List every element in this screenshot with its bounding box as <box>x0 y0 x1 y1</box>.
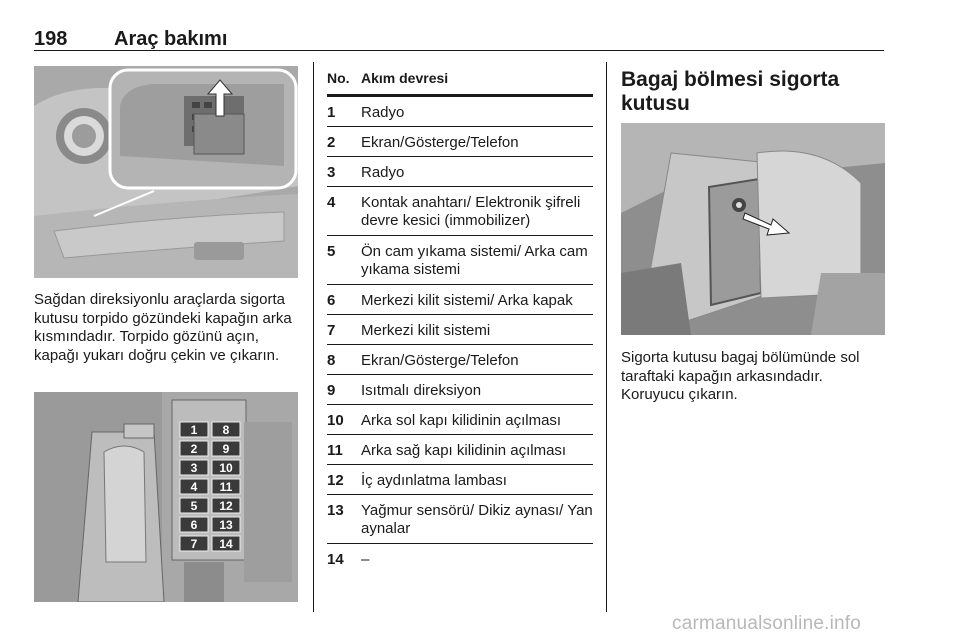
fuse-label: 1 <box>190 423 198 437</box>
circuit-description: Kontak anahtarı/ Elektronik şifreli devre kesici (immobilizer) <box>361 194 581 229</box>
fuse-label: 10 <box>219 461 233 475</box>
fuse-label: 12 <box>219 499 233 513</box>
circuit-description: Ön cam yıkama sistemi/ Arka cam yıkama sistemi <box>361 243 588 278</box>
fuse-label: 13 <box>219 518 233 532</box>
fuse-number: 14 <box>327 551 344 568</box>
header-rule <box>34 50 884 51</box>
table-row <box>327 544 593 573</box>
circuit-description: Isıtmalı direksiyon <box>361 382 482 399</box>
fuse-number: 9 <box>327 382 336 399</box>
fuse-label: 9 <box>222 442 230 456</box>
fuse-number: 11 <box>327 442 343 459</box>
table-row <box>327 127 593 157</box>
circuit-description: Radyo <box>361 104 405 121</box>
glovebox-illustration <box>34 66 298 278</box>
fuse-label: 4 <box>190 480 198 494</box>
table-row <box>327 236 593 285</box>
table-row <box>327 157 593 187</box>
fuse-label: 5 <box>190 499 198 513</box>
fuse-table <box>327 67 593 573</box>
circuit-description: Arka sol kapı kilidinin açılması <box>361 412 562 429</box>
fuse-number: 6 <box>327 292 336 309</box>
table-row <box>327 315 593 345</box>
table-row <box>327 495 593 544</box>
fuse-number: 7 <box>327 322 336 339</box>
circuit-description: Ekran/Gösterge/Telefon <box>361 352 519 369</box>
trunk-illustration <box>621 123 885 335</box>
fuse-label: 3 <box>190 461 198 475</box>
fuse-label: 2 <box>190 442 198 456</box>
fuse-label: 11 <box>219 480 233 494</box>
table-row <box>327 285 593 315</box>
circuit-description: Arka sağ kapı kilidinin açılması <box>361 442 567 459</box>
table-row <box>327 375 593 405</box>
circuit-description: Merkezi kilit sistemi/ Arka kapak <box>361 292 573 309</box>
fuse-number: 3 <box>327 164 336 181</box>
circuit-description: Ekran/Gösterge/Telefon <box>361 134 519 151</box>
fuse-number: 8 <box>327 352 336 369</box>
circuit-description: Yağmur sensörü/ Dikiz aynası/ Yan aynalar <box>361 502 593 537</box>
table-row <box>327 97 593 127</box>
table-row <box>327 435 593 465</box>
fuse-number: 5 <box>327 243 336 260</box>
fuse-number: 12 <box>327 472 344 489</box>
fuse-number: 2 <box>327 134 336 151</box>
fuse-number: 1 <box>327 104 336 121</box>
circuit-description: Merkezi kilit sistemi <box>361 322 491 339</box>
fuse-label: 8 <box>222 423 230 437</box>
fuse-number: 13 <box>327 502 344 519</box>
circuit-description: Radyo <box>361 164 405 181</box>
circuit-description: İç aydınlatma lambası <box>361 472 507 489</box>
column-divider-left <box>313 62 314 612</box>
table-row <box>327 405 593 435</box>
fuse-number: 10 <box>327 412 344 429</box>
fuse-label: 7 <box>190 537 198 551</box>
fuse-label: 6 <box>190 518 198 532</box>
page-number: 198 <box>34 28 68 50</box>
fuse-table-header <box>327 67 593 97</box>
section-title: Bagaj bölmesi sigorta kutusu <box>621 68 840 115</box>
trunk-instructions: Sigorta kutusu bagaj bölümünde sol taraftaki kapağın arkasındadır. Koruyucu çıkarın. <box>621 349 860 403</box>
fuse-label: 14 <box>219 537 233 551</box>
fuse-number: 4 <box>327 194 336 211</box>
fusebox-illustration <box>34 392 298 602</box>
table-row <box>327 345 593 375</box>
table-row <box>327 465 593 495</box>
watermark: carmanualsonline.info <box>672 613 862 634</box>
column-header-no: No. <box>327 70 350 86</box>
glovebox-instructions: Sağdan direksiyonlu araçlarda sigorta kutusu torpido gözündeki kapağın arka kısmındadır. Torpido gözünü açın, kapağı yukarı doğru çekin ve çıkarın. <box>34 291 292 364</box>
chapter-title: Araç bakımı <box>114 28 228 50</box>
column-header-circuit: Akım devresi <box>361 70 449 86</box>
column-divider-right <box>606 62 607 612</box>
circuit-description: – <box>361 551 370 568</box>
page-header <box>34 28 884 50</box>
table-row <box>327 187 593 236</box>
